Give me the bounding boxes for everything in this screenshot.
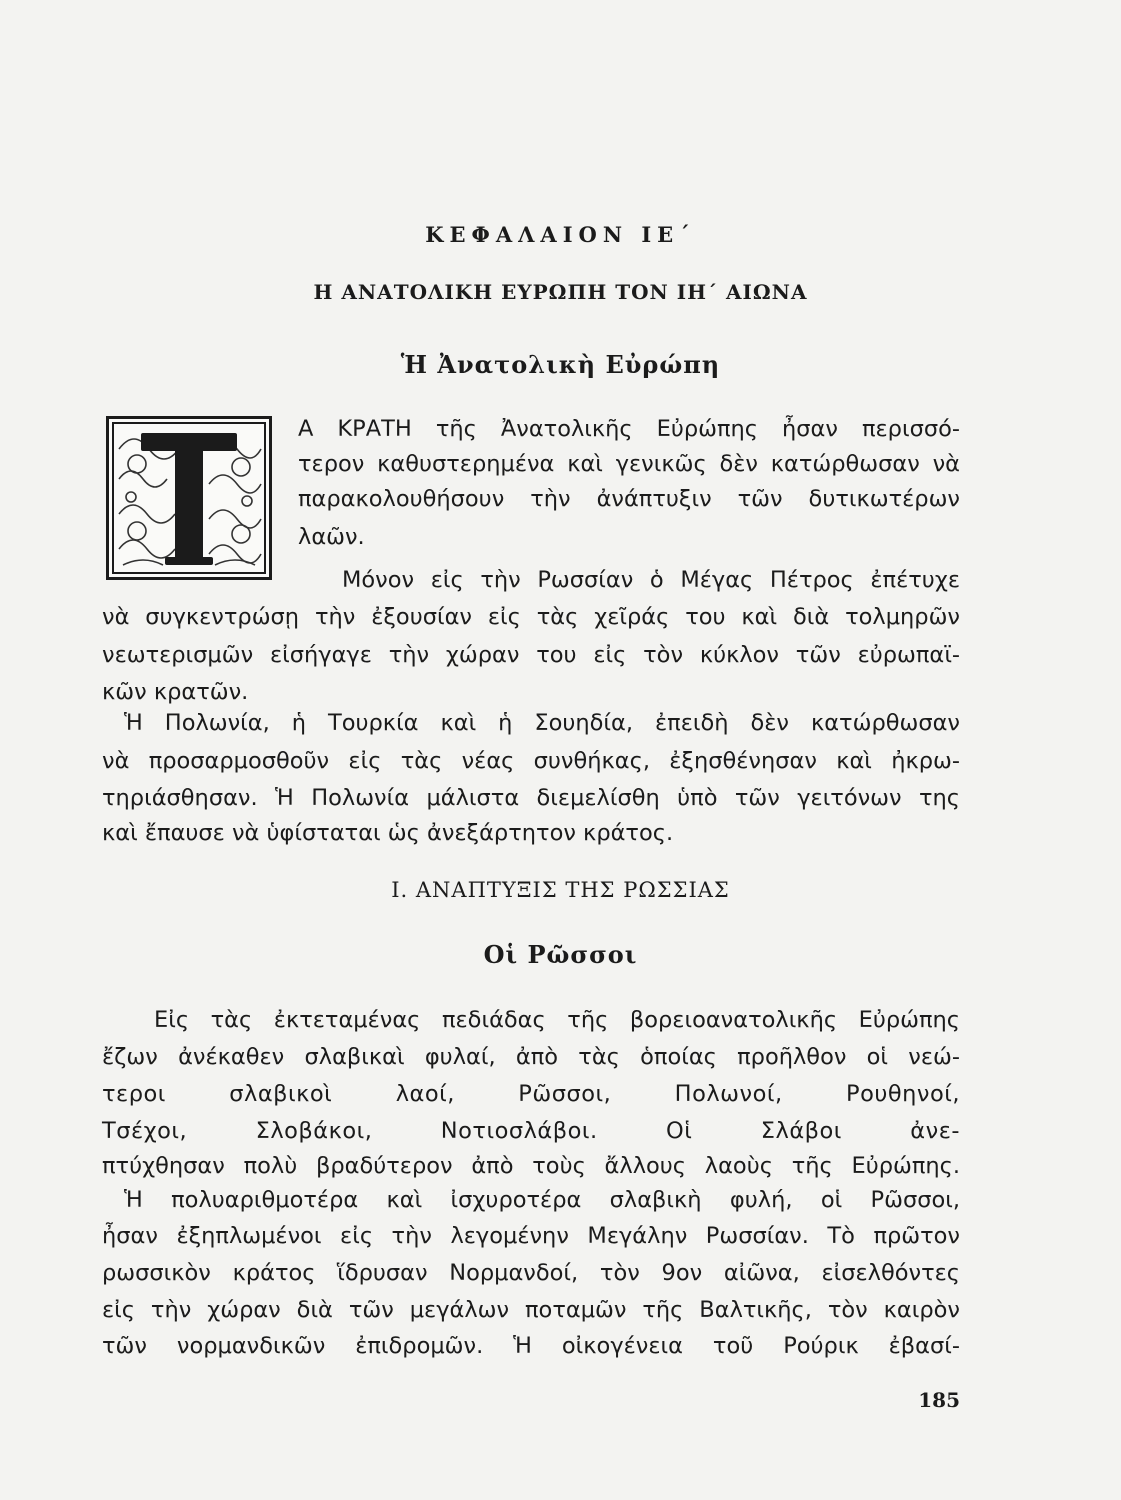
paragraph-line: Μόνον εἰς τὴν Ρωσσίαν ὁ Μέγας Πέτρος ἐπέτυχε [342, 567, 960, 593]
intro-line: τερον καθυστερημένα καὶ γενικῶς δὲν κατώρθωσαν νὰ [298, 451, 960, 477]
paragraph-line: κῶν κρατῶν. [102, 679, 249, 705]
paragraph-line: Ἡ Πολωνία, ἡ Τουρκία καὶ ἡ Σουηδία, ἐπειδὴ δὲν κατώρθωσαν [124, 710, 960, 736]
paragraph-line: Τσέχοι, Σλοβάκοι, Νοτιοσλάβοι. Οἱ Σλάβοι ἀνε- [102, 1118, 960, 1144]
paragraph-line: ρωσσικὸν κράτος ἵδρυσαν Νορμανδοί, τὸν 9ον αἰῶνα, εἰσελθόντες [102, 1260, 960, 1286]
paragraph-line: ἔζων ἀνέκαθεν σλαβικαὶ φυλαί, ἀπὸ τὰς ὁποίας προῆλθον οἱ νεώ- [102, 1044, 960, 1070]
paragraph-line: πτύχθησαν πολὺ βραδύτερον ἀπὸ τοὺς ἄλλους λαοὺς τῆς Εὐρώπης. [102, 1153, 960, 1179]
paragraph-line: νὰ συγκεντρώσῃ τὴν ἐξουσίαν εἰς τὰς χεῖράς του καὶ διὰ τολμηρῶν [102, 604, 960, 630]
paragraph-line: ἦσαν ἐξηπλωμένοι εἰς τὴν λεγομένην Μεγάλην Ρωσσίαν. Τὸ πρῶτον [102, 1223, 960, 1249]
subsection-title: Ι. ΑΝΑΠΤΥΞΙΣ ΤΗΣ ΡΩΣΣΙΑΣ [391, 878, 730, 902]
subsection-heading: Οἱ Ρῶσσοι [483, 940, 638, 969]
section-heading: Ἡ Ἀνατολικὴ Εὐρώπη [400, 350, 721, 379]
paragraph-line: Εἰς τὰς ἐκτεταμένας πεδιάδας τῆς βορειοανατολικῆς Εὐρώπης [154, 1007, 960, 1033]
chapter-title: Η ΑΝΑΤΟΛΙΚΗ ΕΥΡΩΠΗ ΤΟΝ ΙΗ΄ ΑΙΩΝΑ [313, 280, 808, 304]
intro-line: παρακολουθήσουν τὴν ἀνάπτυξιν τῶν δυτικωτέρων [298, 486, 960, 512]
paragraph-line: τηριάσθησαν. Ἡ Πολωνία μάλιστα διεμελίσθη ὑπὸ τῶν γειτόνων της [102, 785, 960, 811]
paragraph-line: νὰ προσαρμοσθοῦν εἰς τὰς νέας συνθήκας, ἐξησθένησαν καὶ ἠκρω- [102, 748, 960, 774]
paragraph-line: καὶ ἔπαυσε νὰ ὑφίσταται ὡς ἀνεξάρτητον κράτος. [102, 820, 674, 846]
intro-line: Α ΚΡΑΤΗ τῆς Ἀνατολικῆς Εὐρώπης ἦσαν περισσό- [298, 416, 960, 442]
ornamental-drop-cap [106, 416, 272, 580]
paragraph-line: νεωτερισμῶν εἰσήγαγε τὴν χώραν του εἰς τὸν κύκλον τῶν εὐρωπαϊ- [102, 642, 960, 668]
paragraph-line: τῶν νορμανδικῶν ἐπιδρομῶν. Ἡ οἰκογένεια τοῦ Ρούρικ ἐβασί- [102, 1333, 960, 1359]
page-number: 185 [918, 1388, 960, 1412]
drop-cap-ornament-icon [109, 419, 269, 577]
chapter-label: ΚΕΦΑΛΑΙΟΝ ΙΕ΄ [425, 222, 696, 247]
paragraph-line: Ἡ πολυαριθμοτέρα καὶ ἰσχυροτέρα σλαβικὴ φυλή, οἱ Ρῶσσοι, [124, 1187, 960, 1213]
paragraph-line: εἰς τὴν χώραν διὰ τῶν μεγάλων ποταμῶν τῆς Βαλτικῆς, τὸν καιρὸν [102, 1297, 960, 1323]
paragraph-line: τεροι σλαβικοὶ λαοί, Ρῶσσοι, Πολωνοί, Ρουθηνοί, [102, 1081, 960, 1107]
intro-line: λαῶν. [298, 524, 365, 550]
